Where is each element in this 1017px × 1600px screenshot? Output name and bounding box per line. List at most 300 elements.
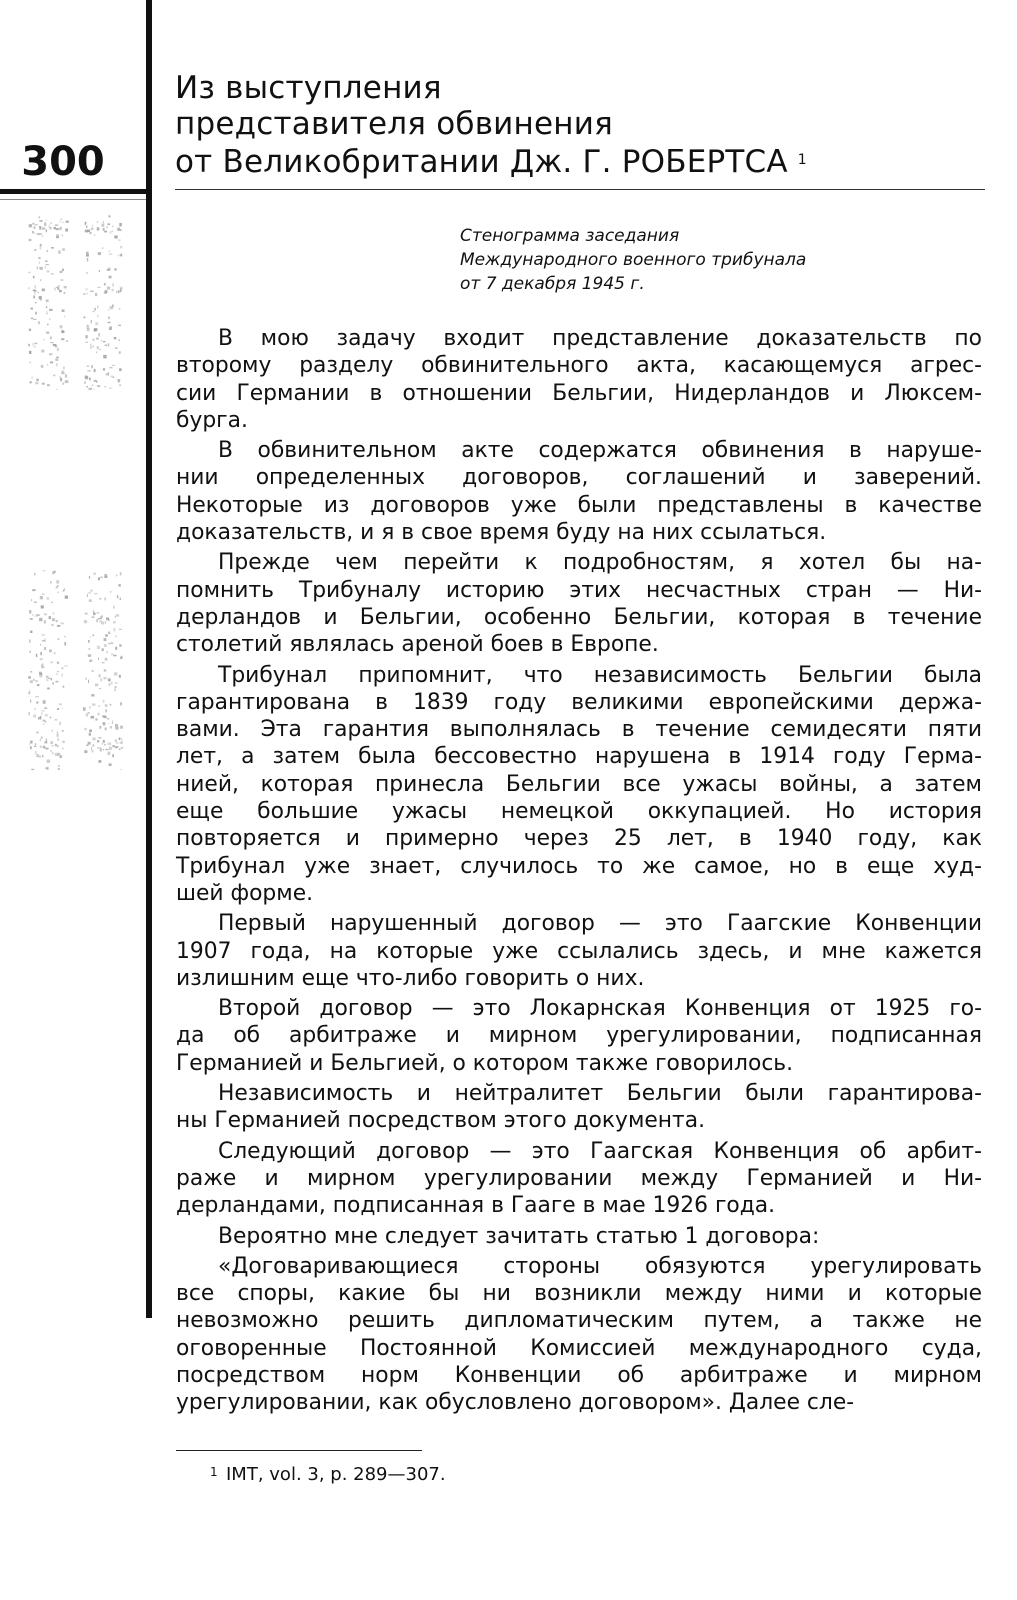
- speckle-dot: [120, 287, 123, 290]
- speckle-dot: [50, 337, 51, 340]
- speckle-dot: [91, 716, 95, 719]
- speckle-dot: [30, 700, 31, 703]
- speckle-dot: [92, 670, 94, 671]
- speckle-dot: [49, 225, 50, 228]
- speckle-dot: [89, 661, 91, 663]
- speckle-dot: [114, 337, 117, 339]
- speckle-dot: [40, 652, 42, 655]
- speckle-dot: [93, 339, 95, 342]
- speckle-dot: [87, 594, 88, 597]
- speckle-dot: [109, 276, 112, 279]
- speckle-dot: [97, 221, 98, 222]
- speckle-dot: [42, 227, 45, 230]
- speckle-dot: [92, 744, 94, 746]
- speckle-dot: [93, 573, 96, 575]
- speckle-dot: [38, 257, 40, 259]
- speckle-dot: [119, 749, 121, 751]
- speckle-dot: [32, 231, 34, 234]
- speckle-dot: [87, 370, 90, 372]
- speckle-dot: [64, 665, 67, 666]
- speckle-dot: [103, 228, 105, 231]
- text-line: В мою задачу входит представление доказательств по: [218, 326, 982, 351]
- speckle-dot: [113, 621, 116, 623]
- speckle-dot: [43, 339, 44, 341]
- speckle-dot: [86, 254, 89, 257]
- speckle-dot: [29, 362, 31, 364]
- speckle-dot: [98, 658, 99, 661]
- speckle-dot: [52, 730, 53, 732]
- speckle-dot: [34, 708, 36, 709]
- source-line: от 7 декабря 1945 г.: [460, 274, 645, 294]
- speckle-dot: [116, 575, 117, 577]
- text-line: Вероятно мне следует зачитать статью 1 договора:: [218, 1223, 820, 1249]
- speckle-dot: [104, 292, 107, 294]
- speckle-dot: [33, 343, 34, 347]
- speckle-dot: [91, 320, 92, 323]
- speckle-dot: [36, 702, 38, 704]
- speckle-dot: [90, 344, 92, 347]
- speckle-dot: [31, 308, 34, 310]
- speckle-dot: [39, 233, 42, 235]
- heading-line: представителя обвинения: [175, 106, 613, 142]
- speckle-dot: [98, 577, 100, 580]
- speckle-dot: [45, 260, 47, 262]
- speckle-dot: [45, 266, 46, 269]
- speckle-dot: [40, 644, 41, 646]
- speckle-dot: [58, 250, 60, 253]
- speckle-dot: [108, 343, 109, 346]
- text-line: доказательств, и я в свое время буду на них ссылаться.: [176, 520, 827, 546]
- page-number-rule-thin: [0, 199, 146, 200]
- speckle-dot: [96, 338, 99, 340]
- speckle-dot: [85, 342, 88, 343]
- speckle-dot: [64, 316, 65, 318]
- speckle-dot: [95, 322, 98, 325]
- speckle-dot: [115, 347, 118, 349]
- speckle-dot: [112, 289, 114, 292]
- speckle-dot: [107, 287, 110, 290]
- speckle-dot: [108, 752, 111, 755]
- speckle-dot: [86, 252, 88, 254]
- speckle-dot: [100, 616, 102, 618]
- speckle-dot: [110, 704, 112, 706]
- speckle-dot: [112, 365, 115, 366]
- speckle-dot: [60, 623, 63, 625]
- footnote-rule: [176, 1450, 422, 1451]
- margin-bleed-through-bottom: [28, 570, 123, 770]
- speckle-dot: [33, 679, 35, 681]
- speckle-dot: [112, 721, 113, 724]
- body-text: [176, 325, 982, 1417]
- article-heading: [175, 70, 985, 180]
- speckle-dot: [101, 340, 103, 342]
- speckle-dot: [30, 741, 32, 744]
- text-line: посредством норм Конвенции об арбитраже и мирном: [176, 1362, 982, 1388]
- speckle-dot: [36, 754, 39, 756]
- speckle-dot: [112, 754, 114, 757]
- speckle-dot: [64, 588, 65, 590]
- speckle-dot: [32, 614, 33, 616]
- speckle-dot: [56, 357, 59, 358]
- speckle-dot: [94, 234, 95, 236]
- speckle-dot: [36, 756, 39, 757]
- speckle-dot: [110, 591, 112, 592]
- speckle-dot: [119, 368, 122, 371]
- speckle-dot: [41, 710, 44, 712]
- speckle-dot: [31, 599, 32, 601]
- speckle-dot: [99, 705, 101, 706]
- speckle-dot: [46, 220, 47, 221]
- speckle-dot: [105, 621, 106, 624]
- speckle-dot: [119, 384, 120, 386]
- speckle-dot: [103, 355, 107, 359]
- speckle-dot: [51, 247, 54, 249]
- speckle-dot: [56, 673, 58, 674]
- speckle-dot: [98, 760, 101, 763]
- speckle-dot: [103, 221, 104, 223]
- speckle-dot: [100, 678, 102, 681]
- speckle-dot: [119, 351, 121, 354]
- speckle-dot: [108, 680, 110, 682]
- speckle-dot: [52, 745, 55, 746]
- speckle-dot: [113, 628, 115, 631]
- speckle-dot: [45, 614, 46, 615]
- speckle-dot: [51, 678, 52, 680]
- speckle-dot: [112, 231, 113, 232]
- speckle-dot: [43, 746, 45, 748]
- speckle-dot: [105, 704, 108, 707]
- speckle-dot: [93, 612, 95, 615]
- speckle-dot: [85, 222, 86, 225]
- speckle-dot: [52, 682, 54, 684]
- speckle-dot: [38, 292, 40, 293]
- source-line: Стенограмма заседания: [460, 226, 680, 246]
- speckle-dot: [35, 743, 36, 746]
- speckle-dot: [92, 704, 95, 706]
- speckle-dot: [36, 614, 38, 617]
- speckle-dot: [62, 222, 64, 223]
- paragraph: [176, 910, 982, 992]
- paragraph: [176, 325, 982, 434]
- speckle-dot: [40, 279, 41, 281]
- speckle-dot: [114, 268, 117, 270]
- speckle-dot: [49, 319, 50, 320]
- speckle-dot: [89, 730, 92, 732]
- speckle-dot: [112, 226, 114, 227]
- speckle-dot: [97, 385, 100, 387]
- speckle-dot: [54, 652, 56, 654]
- speckle-dot: [44, 223, 46, 226]
- speckle-dot: [92, 225, 93, 226]
- speckle-dot: [85, 613, 88, 615]
- speckle-dot: [106, 226, 108, 229]
- speckle-dot: [86, 272, 88, 274]
- text-line: шей форме.: [176, 880, 314, 906]
- speckle-dot: [108, 372, 110, 375]
- speckle-dot: [39, 261, 40, 264]
- speckle-dot: [28, 692, 29, 694]
- text-line: еще большие ужасы немецкой оккупацией. Но история: [176, 799, 982, 825]
- speckle-dot: [120, 769, 122, 770]
- speckle-dot: [87, 328, 90, 331]
- speckle-dot: [104, 670, 107, 672]
- speckle-dot: [28, 344, 30, 347]
- speckle-dot: [62, 269, 64, 272]
- speckle-dot: [87, 230, 90, 233]
- speckle-dot: [109, 253, 112, 254]
- speckle-dot: [35, 224, 38, 225]
- speckle-dot: [55, 744, 57, 746]
- speckle-dot: [43, 724, 45, 725]
- text-line: повторяется и примерно через 25 лет, в 1940 году, как: [176, 826, 982, 852]
- speckle-dot: [116, 614, 119, 616]
- speckle-dot: [91, 747, 92, 750]
- speckle-dot: [34, 602, 37, 603]
- speckle-dot: [37, 233, 40, 235]
- speckle-dot: [32, 589, 35, 591]
- speckle-dot: [109, 388, 112, 389]
- speckle-dot: [55, 719, 58, 720]
- speckle-dot: [34, 232, 35, 233]
- speckle-dot: [109, 367, 112, 368]
- speckle-dot: [86, 335, 88, 338]
- speckle-dot: [118, 239, 121, 241]
- heading-line: Из выступления: [175, 70, 442, 106]
- speckle-dot: [114, 672, 117, 675]
- speckle-dot: [103, 700, 105, 703]
- speckle-dot: [102, 743, 103, 745]
- speckle-dot: [60, 325, 63, 328]
- speckle-dot: [37, 267, 39, 270]
- speckle-dot: [83, 293, 86, 295]
- text-line: излишним еще что-либо говорить о них.: [176, 965, 645, 991]
- speckle-dot: [61, 331, 64, 333]
- speckle-dot: [111, 682, 113, 685]
- speckle-dot: [99, 618, 101, 619]
- speckle-dot: [121, 747, 123, 749]
- speckle-dot: [92, 750, 94, 752]
- speckle-dot: [99, 270, 100, 272]
- speckle-dot: [62, 383, 64, 385]
- speckle-dot: [37, 684, 40, 686]
- speckle-dot: [61, 338, 64, 340]
- text-line: второму разделу обвинительного акта, касающемуся агрес-: [176, 353, 982, 379]
- speckle-dot: [91, 694, 94, 696]
- speckle-dot: [106, 709, 107, 712]
- speckle-dot: [35, 696, 38, 697]
- speckle-dot: [49, 616, 51, 619]
- speckle-dot: [62, 248, 65, 251]
- speckle-dot: [105, 634, 108, 637]
- heading-line: от Великобритании Дж. Г. РОБЕРТСА $^1$: [175, 144, 807, 180]
- speckle-dot: [56, 363, 58, 366]
- speckle-dot: [40, 244, 42, 247]
- speckle-dot: [62, 235, 63, 236]
- speckle-dot: [84, 381, 86, 384]
- speckle-dot: [46, 264, 49, 265]
- speckle-dot: [28, 272, 30, 274]
- speckle-dot: [90, 590, 93, 592]
- speckle-dot: [41, 664, 42, 667]
- speckle-dot: [104, 574, 107, 577]
- speckle-dot: [35, 382, 38, 384]
- speckle-dot: [34, 615, 36, 617]
- speckle-dot: [42, 594, 44, 595]
- speckle-dot: [40, 739, 41, 742]
- text-line: Некоторые из договоров уже были представлены в качестве: [176, 492, 982, 518]
- speckle-dot: [52, 752, 54, 755]
- speckle-dot: [57, 585, 58, 586]
- speckle-dot: [98, 333, 100, 336]
- text-line: урегулировании, как обусловлено договором». Далее сле-: [176, 1390, 855, 1416]
- speckle-dot: [118, 290, 119, 293]
- speckle-dot: [38, 321, 40, 324]
- speckle-dot: [41, 673, 42, 676]
- speckle-dot: [47, 364, 48, 366]
- speckle-dot: [94, 389, 95, 390]
- speckle-dot: [107, 269, 110, 271]
- speckle-dot: [62, 748, 63, 750]
- speckle-dot: [92, 738, 95, 741]
- speckle-dot: [50, 222, 52, 224]
- speckle-dot: [40, 247, 42, 250]
- speckle-dot: [35, 751, 37, 754]
- speckle-dot: [29, 329, 31, 331]
- speckle-dot: [50, 717, 51, 719]
- speckle-dot: [101, 622, 104, 625]
- paragraph: [176, 1138, 982, 1220]
- speckle-dot: [97, 612, 100, 613]
- speckle-dot: [40, 746, 43, 748]
- speckle-dot: [115, 727, 118, 730]
- speckle-dot: [106, 373, 108, 375]
- speckle-dot: [56, 228, 59, 230]
- speckle-dot: [88, 742, 91, 745]
- speckle-dot: [120, 742, 123, 744]
- speckle-dot: [46, 300, 49, 303]
- speckle-dot: [29, 610, 31, 613]
- speckle-dot: [99, 674, 101, 677]
- speckle-dot: [89, 733, 91, 736]
- speckle-dot: [33, 715, 36, 718]
- speckle-dot: [50, 662, 53, 664]
- speckle-dot: [45, 768, 48, 769]
- heading-footnote-mark: 1: [797, 152, 807, 168]
- text-line: все споры, какие бы ни возникли между ними и которые: [176, 1281, 982, 1307]
- speckle-dot: [52, 571, 54, 574]
- speckle-dot: [90, 291, 93, 292]
- speckle-dot: [104, 231, 107, 233]
- speckle-dot: [56, 620, 58, 622]
- speckle-dot: [97, 227, 100, 230]
- speckle-dot: [86, 678, 87, 680]
- speckle-dot: [119, 223, 122, 226]
- speckle-dot: [115, 724, 118, 727]
- speckle-dot: [119, 675, 121, 678]
- speckle-dot: [91, 228, 94, 230]
- text-line: бурга.: [176, 407, 248, 433]
- footnote-mark: 1: [210, 1465, 218, 1479]
- speckle-dot: [105, 345, 108, 347]
- speckle-dot: [57, 734, 59, 737]
- paragraph: [176, 437, 982, 546]
- speckle-dot: [88, 592, 91, 593]
- speckle-dot: [92, 635, 94, 637]
- speckle-dot: [31, 318, 34, 319]
- speckle-dot: [113, 606, 115, 609]
- speckle-dot: [29, 743, 30, 745]
- speckle-dot: [88, 640, 89, 643]
- speckle-dot: [41, 605, 44, 608]
- speckle-dot: [108, 643, 110, 645]
- speckle-dot: [120, 254, 122, 257]
- speckle-dot: [50, 750, 52, 751]
- speckle-dot: [87, 293, 88, 295]
- paragraph: [176, 662, 982, 908]
- speckle-dot: [98, 287, 101, 288]
- text-line: столетий являлась ареной боев в Европе.: [176, 632, 659, 658]
- speckle-dot: [102, 722, 104, 723]
- speckle-dot: [99, 598, 101, 600]
- speckle-dot: [65, 380, 69, 383]
- speckle-dot: [47, 270, 50, 272]
- speckle-dot: [99, 688, 101, 689]
- speckle-dot: [104, 638, 107, 641]
- text-line: сии Германии в отношении Бельгии, Нидерландов и Люксем-: [176, 380, 982, 406]
- speckle-dot: [109, 683, 111, 686]
- text-line: лет, а затем была бессовестно нарушена в 1914 году Герма-: [176, 744, 982, 770]
- speckle-dot: [88, 654, 91, 657]
- speckle-dot: [47, 597, 50, 600]
- speckle-dot: [45, 714, 48, 716]
- paragraph: [176, 995, 982, 1077]
- footnote-text: IMT, vol. 3, p. 289—307.: [226, 1464, 446, 1485]
- speckle-dot: [58, 285, 60, 287]
- speckle-dot: [89, 576, 90, 579]
- speckle-dot: [57, 638, 59, 640]
- speckle-dot: [105, 749, 108, 750]
- speckle-dot: [49, 309, 53, 311]
- text-line: гарантирована в 1839 году великими европейскими держа-: [176, 689, 982, 715]
- speckle-dot: [66, 221, 69, 223]
- speckle-dot: [29, 651, 31, 653]
- speckle-dot: [109, 327, 110, 330]
- speckle-dot: [115, 636, 117, 638]
- speckle-dot: [64, 642, 66, 645]
- speckle-dot: [56, 681, 59, 683]
- speckle-dot: [34, 292, 35, 295]
- speckle-dot: [120, 657, 122, 660]
- speckle-dot: [40, 658, 43, 660]
- speckle-dot: [119, 629, 122, 630]
- speckle-dot: [108, 743, 111, 746]
- speckle-dot: [60, 755, 62, 758]
- speckle-dot: [108, 632, 110, 635]
- speckle-dot: [89, 232, 91, 234]
- speckle-dot: [33, 296, 35, 299]
- speckle-dot: [29, 224, 32, 227]
- speckle-dot: [47, 324, 49, 325]
- speckle-dot: [47, 688, 50, 690]
- speckle-dot: [108, 619, 109, 622]
- speckle-dot: [40, 299, 42, 301]
- speckle-dot: [91, 365, 92, 368]
- speckle-dot: [46, 332, 49, 334]
- speckle-dot: [54, 227, 57, 229]
- speckle-dot: [84, 728, 87, 730]
- speckle-dot: [96, 352, 97, 354]
- paragraph: [176, 1080, 982, 1135]
